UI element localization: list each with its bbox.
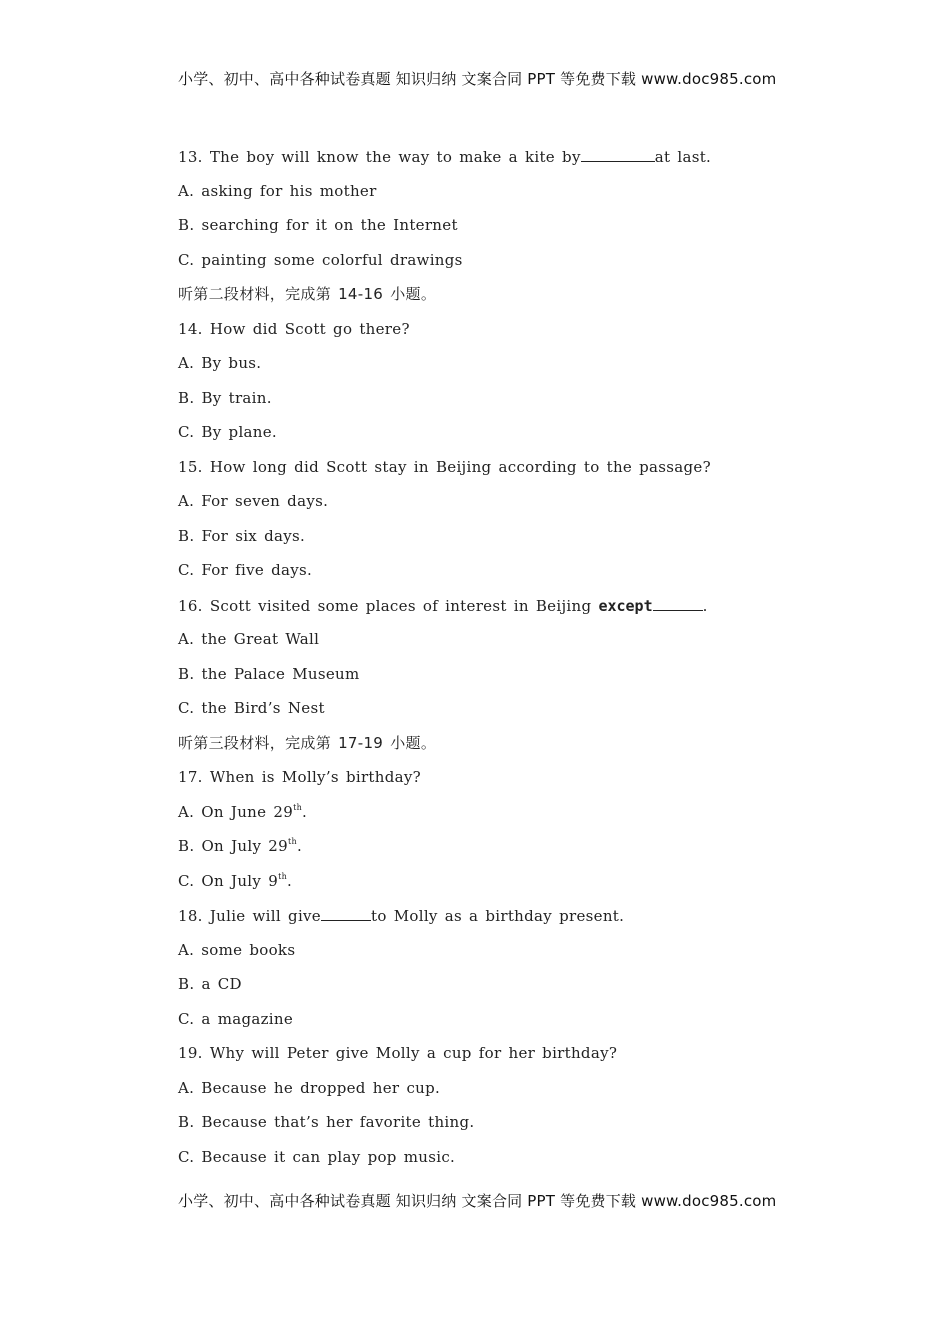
question-16-emphasis: except (598, 596, 653, 615)
question-14-stem: 14. How did Scott go there? (178, 319, 410, 338)
question-18-option-a: A. some books (178, 940, 296, 959)
question-16-stem (178, 595, 798, 630)
page-footer: 小学、初中、高中各种试卷真题 知识归纳 文案合同 PPT 等免费下载 www.doc985.com (178, 1192, 777, 1210)
question-13-stem (178, 146, 798, 181)
question-16-option-a: A. the Great Wall (178, 630, 320, 648)
answer-blank (653, 595, 703, 611)
question-19-option-a: A. Because he dropped her cup. (178, 1078, 441, 1097)
question-16-text-before: 16. Scott visited some places of interest in Beijing (178, 596, 599, 615)
question-14-option-b: B. By train. (178, 388, 272, 407)
question-18-text-before: 18. Julie will give (178, 907, 321, 925)
question-15-option-b: B. For six days. (178, 526, 306, 545)
question-19-stem: 19. Why will Peter give Molly a cup for her birthday? (178, 1044, 618, 1062)
option-c-text: C. On July 9 (178, 871, 279, 890)
question-18-option-c: C. a magazine (178, 1009, 294, 1028)
question-13-option-a: A. asking for his mother (178, 181, 377, 200)
answer-blank (581, 146, 655, 162)
question-17-option-b (178, 836, 798, 871)
question-18-text-after: to Molly as a birthday present. (371, 907, 625, 925)
option-end: . (302, 802, 308, 821)
answer-blank (321, 905, 371, 921)
question-18-stem (178, 905, 798, 940)
option-b-text: B. On July 29 (178, 837, 288, 855)
question-list (178, 146, 798, 1181)
question-18-option-b: B. a CD (178, 975, 242, 993)
question-14-option-c: C. By plane. (178, 423, 277, 441)
page-header: 小学、初中、高中各种试卷真题 知识归纳 文案合同 PPT 等免费下载 www.doc985.com (178, 70, 777, 88)
question-19-option-c: C. Because it can play pop music. (178, 1147, 456, 1166)
ordinal-suffix: th (293, 802, 303, 812)
question-19-option-b: B. Because that’s her favorite thing. (178, 1113, 475, 1131)
question-13-option-c: C. painting some colorful drawings (178, 250, 463, 269)
ordinal-suffix: th (288, 837, 297, 846)
question-17-stem: 17. When is Molly’s birthday? (178, 768, 421, 786)
question-13-text-before: 13. The boy will know the way to make a kite by (178, 148, 581, 166)
question-14-option-a: A. By bus. (178, 354, 262, 372)
option-end: . (296, 837, 303, 855)
question-13-text-after: at last. (654, 148, 712, 166)
question-13-option-b: B. searching for it on the Internet (178, 216, 458, 234)
question-16-option-b: B. the Palace Museum (178, 664, 360, 683)
option-end: . (287, 871, 293, 890)
section-3-instruction: 听第三段材料，完成第 17-19 小题。 (178, 733, 437, 752)
question-15-option-a: A. For seven days. (178, 492, 329, 510)
question-16-option-c: C. the Bird’s Nest (178, 699, 325, 717)
ordinal-suffix: th (278, 871, 288, 881)
question-16-text-after: . (702, 596, 708, 615)
question-17-option-a (178, 802, 798, 837)
option-a-text: A. On June 29 (178, 802, 294, 821)
section-2-instruction: 听第二段材料，完成第 14-16 小题。 (178, 285, 437, 303)
question-15-stem: 15. How long did Scott stay in Beijing according to the passage? (178, 457, 711, 476)
question-15-option-c: C. For five days. (178, 561, 313, 579)
question-17-option-c (178, 871, 798, 906)
